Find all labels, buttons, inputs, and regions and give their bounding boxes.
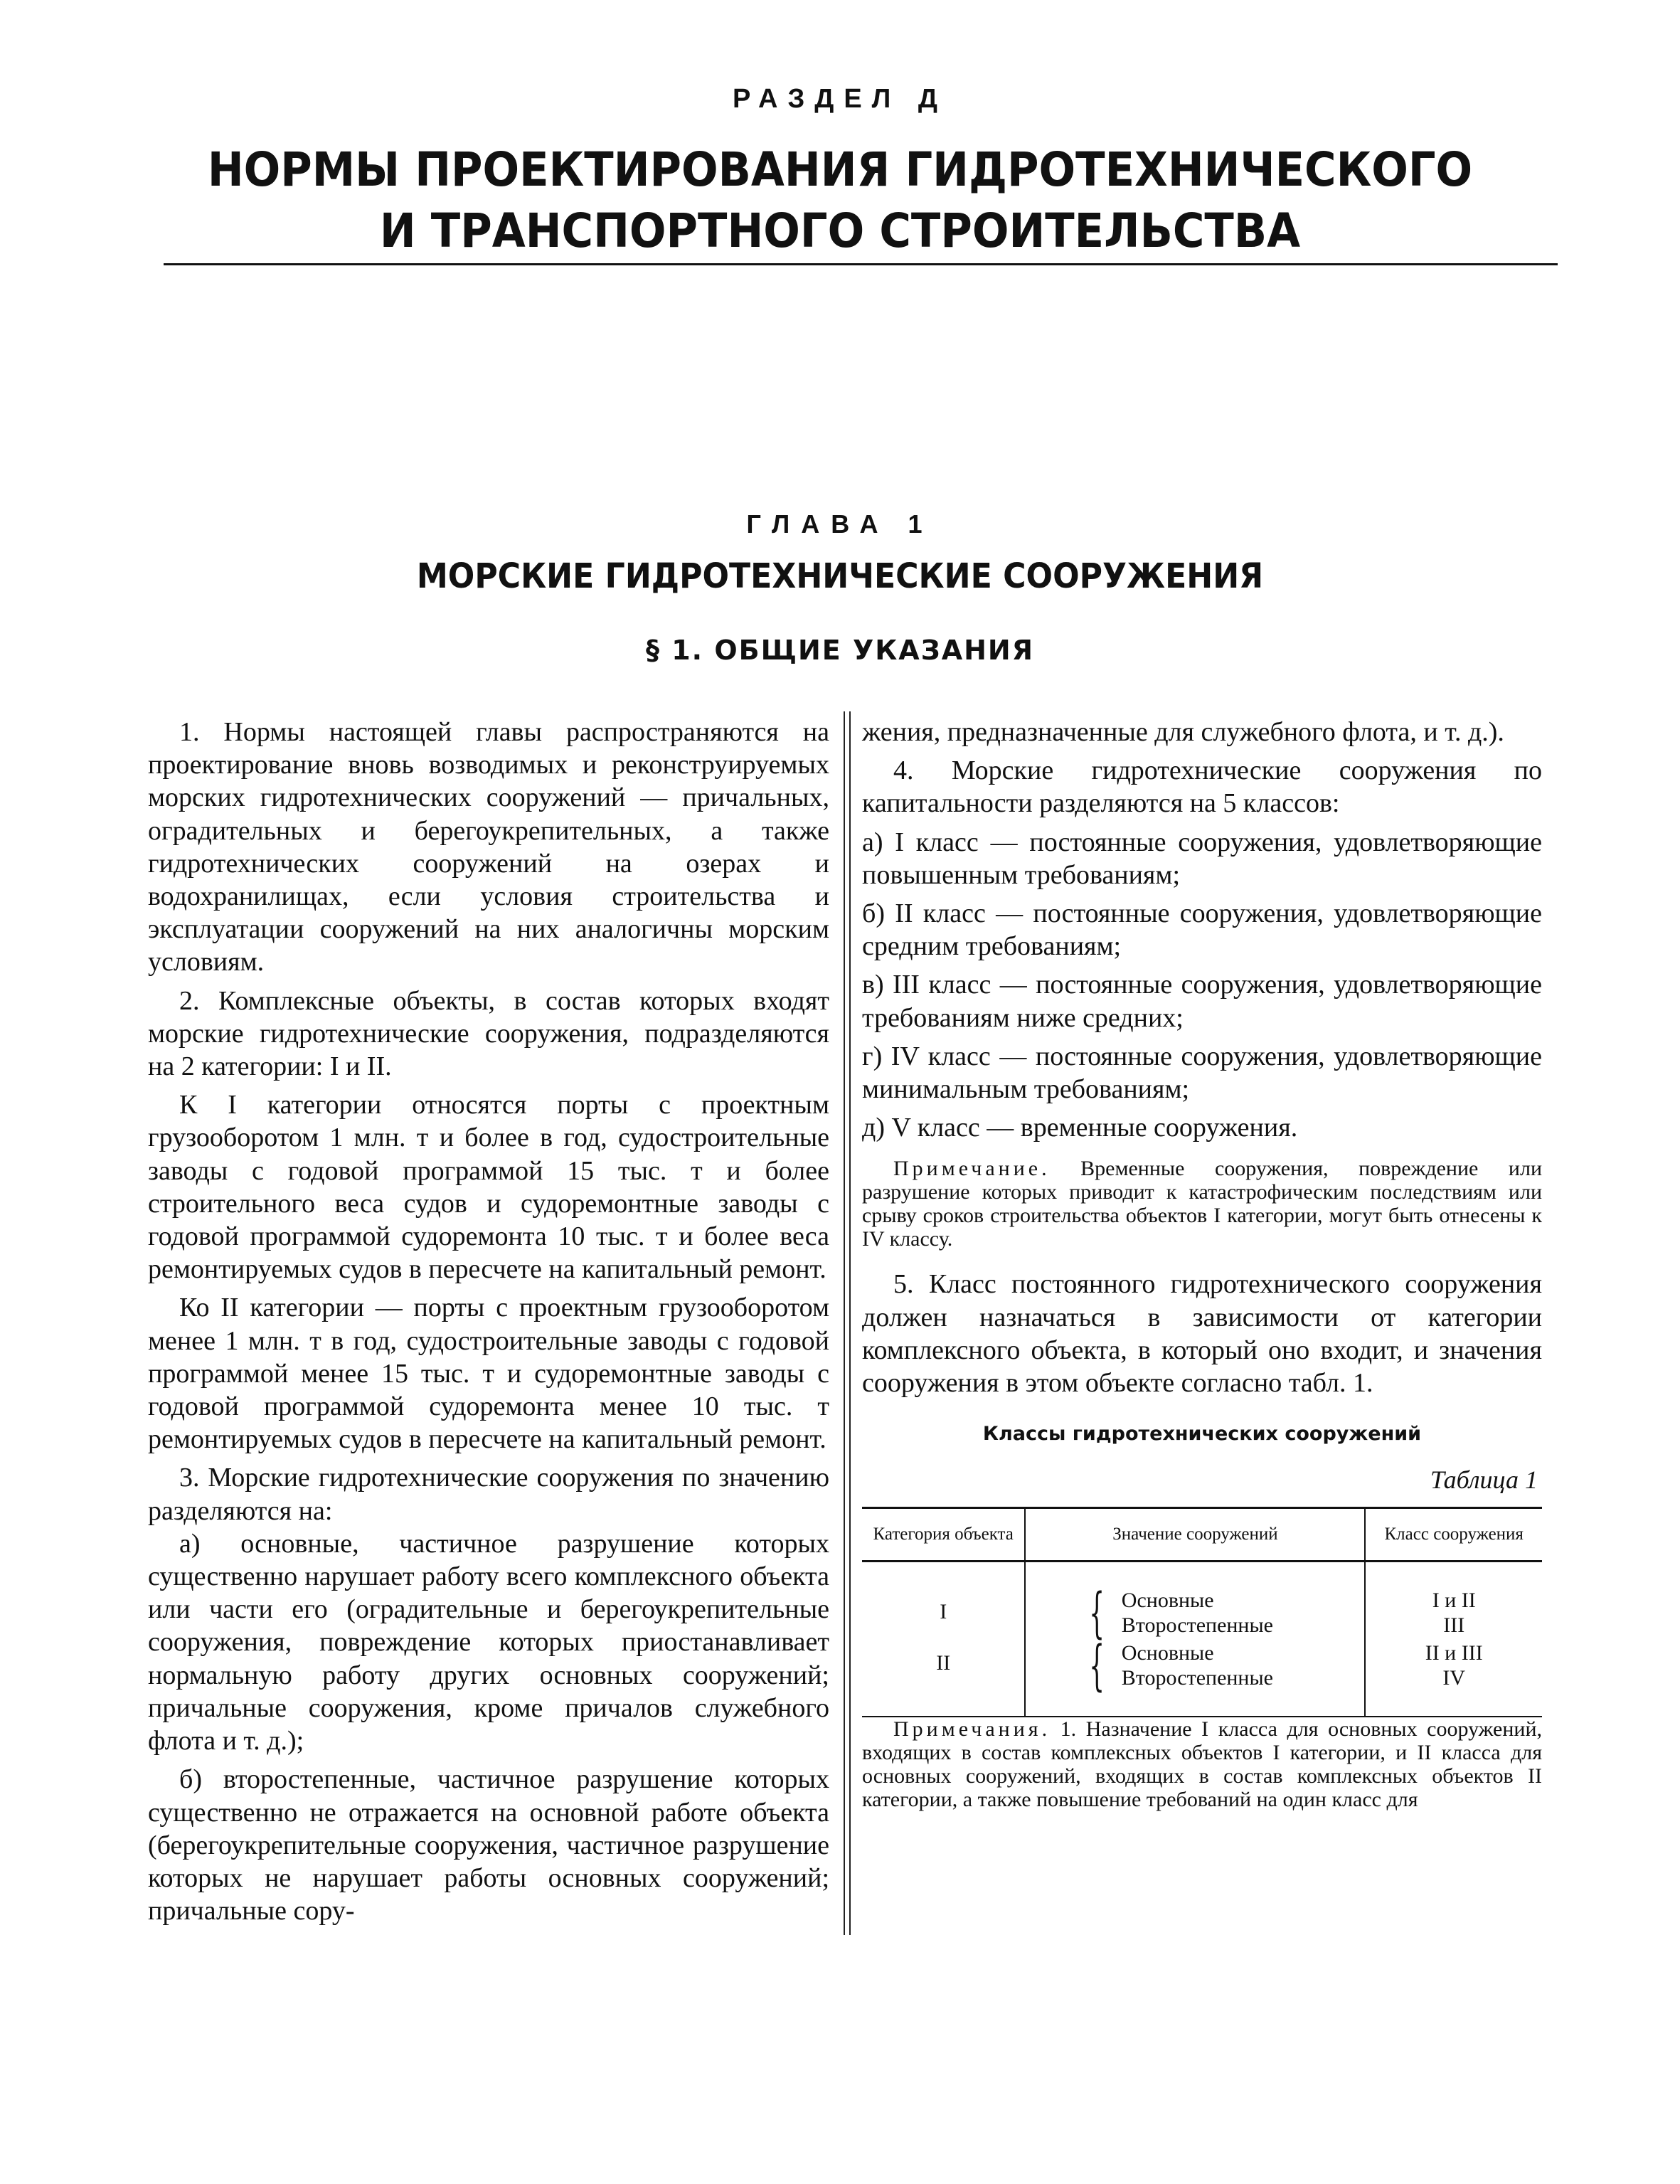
class-secondary: IV: [1442, 1665, 1466, 1690]
clause-3-item-b: б) второстепенные, частичное разрушение которых существенно не отражается на основной работе объекта (берегоукрепительные сооружения, частичное разрушение которых не нарушает работы основных сооружений; причальные сору-: [148, 1764, 829, 1926]
header-class: Класс сооружения: [1365, 1507, 1542, 1561]
cell-category: I: [862, 1561, 1025, 1638]
class-secondary: III: [1443, 1613, 1465, 1637]
class-item-c: в) III класс — постоянные сооружения, удовлетворяющие требованиям ниже средних;: [862, 970, 1542, 1033]
classes-table: [862, 1507, 1542, 1717]
title-rule: [164, 263, 1558, 265]
clause-3-item-a: а) основные, частичное разрушение которых существенно нарушает работу всего комплексного объекта или части его (оградительные и берегоукрепительные сооружения, повреждение которых приостанавливает нормальную работу других основных сооружений; причальные сооружения, кроме причалов служебного флота и т. д.);: [148, 1528, 829, 1756]
clause-3-item-b-continued: жения, предназначенные для служебного флота, и т. д.).: [862, 717, 1504, 747]
clause-4: 4. Морские гидротехнические сооружения по капитальности разделяются на 5 классов:: [862, 756, 1542, 819]
table-header-row: [862, 1507, 1542, 1561]
clause-2-category-2: Ко II категории — порты с проектным грузооборотом менее 1 млн. т в год, судостроительные заводы с годовой программой менее 15 тыс. т и судоремонтные заводы с годовой программой судоремонта менее 10 тыс. т ремонтируемых судов в пересчете на капитальный ремонт.: [148, 1293, 829, 1455]
section-label: РАЗДЕЛ Д: [733, 84, 947, 114]
purpose-secondary: Второстепенные: [1121, 1613, 1273, 1637]
note: [862, 1157, 1542, 1251]
table-notes: [862, 1717, 1542, 1811]
cell-category: II: [862, 1638, 1025, 1717]
class-item-b: б) II класс — постоянные сооружения, удовлетворяющие средним требованиям;: [862, 898, 1542, 962]
cell-class: [1365, 1561, 1542, 1638]
class-item-a: а) I класс — постоянные сооружения, удовлетворяющие повышенным требованиям;: [862, 827, 1542, 890]
class-item-d: г) IV класс — постоянные сооружения, удовлетворяющие минимальным требованиям;: [862, 1041, 1542, 1105]
table-row: [862, 1638, 1542, 1717]
cell-purpose: [1025, 1561, 1365, 1644]
table-caption: Классы гидротехнических сооружений: [982, 1423, 1422, 1446]
note-text: Временные сооружения, повреждение или разрушение которых приводит к катастрофическим последствиям или срыву сроков строительства объектов I категории, могут быть отнесены к IV классу.: [862, 1157, 1542, 1251]
purpose-main: Основные: [1121, 1588, 1214, 1612]
table-row: [862, 1561, 1542, 1638]
purpose-main: Основные: [1121, 1640, 1214, 1665]
clause-5: 5. Класс постоянного гидротехнического сооружения должен назначаться в зависимости от категории комплексного объекта, в который оно входит, и значения сооружения в этом объекте согласно табл. 1.: [862, 1269, 1542, 1399]
table-notes-text: 1. Назначение I класса для основных сооружений, входящих в состав комплексных объектов I категории, и II класса для основных сооружений, входящих в состав комплексных объектов II категории, а также повышение требований на один класс для: [862, 1717, 1542, 1811]
chapter-label: ГЛАВА 1: [746, 509, 934, 539]
class-main: II и III: [1425, 1640, 1483, 1665]
class-item-e: д) V класс — временные сооружения.: [862, 1113, 1298, 1143]
brace: {: [1089, 1633, 1105, 1697]
section-title-line-2: И ТРАНСПОРТНОГО СТРОИТЕЛЬСТВА: [379, 203, 1301, 258]
note-label: Примечание.: [893, 1157, 1051, 1181]
right-column: [862, 716, 1542, 1817]
cell-purpose: [1025, 1633, 1365, 1717]
brace: {: [1089, 1580, 1105, 1644]
chapter-title: МОРСКИЕ ГИДРОТЕХНИЧЕСКИЕ СООРУЖЕНИЯ: [416, 556, 1264, 596]
clause-2: 2. Комплексные объекты, в состав которых входят морские гидротехнические сооружения, подразделяются на 2 категории: I и II.: [148, 985, 829, 1082]
header-purpose: Значение сооружений: [1025, 1507, 1365, 1561]
paragraph-title: § 1. ОБЩИЕ УКАЗАНИЯ: [645, 635, 1034, 666]
clause-1: 1. Нормы настоящей главы распространяются на проектирование вновь возводимых и реконструируемых морских гидротехнических сооружений — причальных, оградительных и берегоукрепительных, а также гидротехнических сооружений на озерах и водохранилищах, если условия строительства и эксплуатации сооружений на них аналогичны морским условиям.: [148, 717, 829, 977]
section-title: [67, 139, 1612, 262]
table-notes-label: Примечания.: [893, 1717, 1051, 1741]
table-number: Таблица 1: [1430, 1465, 1538, 1495]
cell-class: [1365, 1638, 1542, 1717]
header-category: Категория объекта: [862, 1507, 1025, 1561]
clause-3: 3. Морские гидротехнические сооружения по значению разделяются на:: [148, 1463, 829, 1526]
purpose-secondary: Второстепенные: [1121, 1665, 1273, 1690]
column-divider: [844, 711, 851, 1935]
clause-2-category-1: К I категории относятся порты с проектным грузооборотом 1 млн. т и более в год, судостроительные заводы с годовой программой 15 тыс. т и более строительного веса судов и судоремонтные заводы с годовой программой судоремонта 10 тыс. т и более веса ремонтируемых судов в пересчете на капитальный ремонт.: [148, 1090, 829, 1285]
class-main: I и II: [1432, 1588, 1476, 1612]
section-title-line-1: НОРМЫ ПРОЕКТИРОВАНИЯ ГИДРОТЕХНИЧЕСКОГО: [207, 142, 1473, 197]
left-column: [148, 716, 829, 1933]
